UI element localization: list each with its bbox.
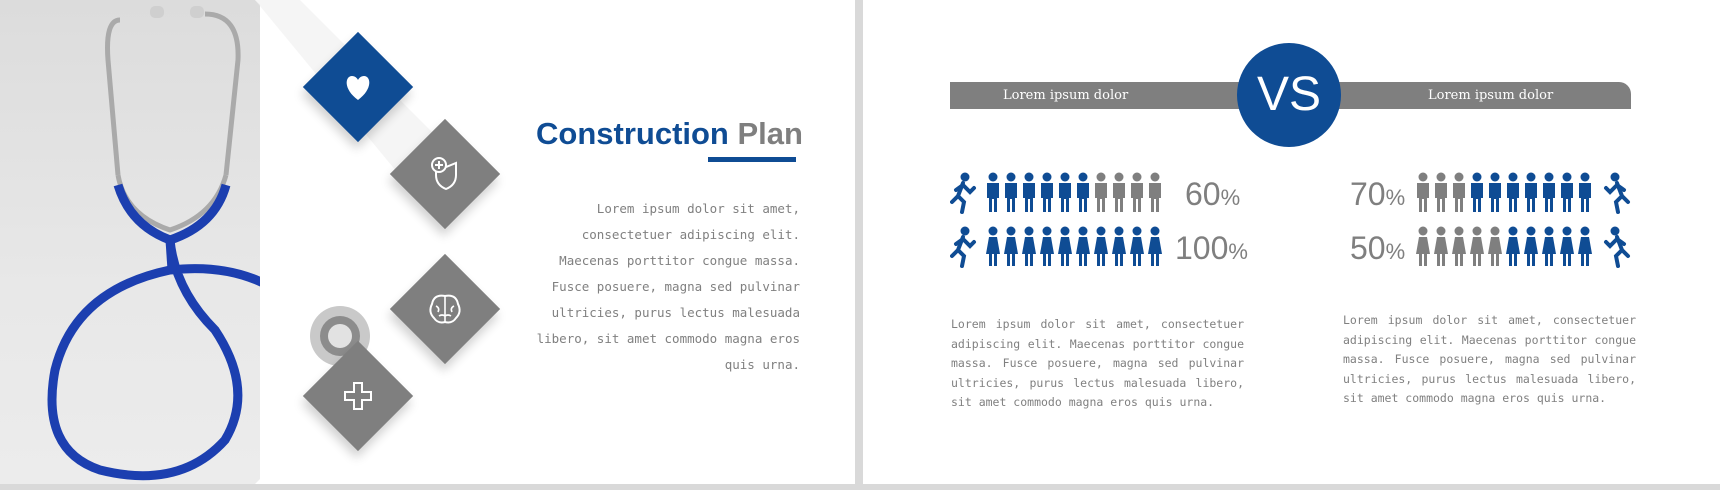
- person-icon: [1488, 227, 1502, 267]
- person-icon: [1579, 173, 1591, 213]
- title-underline: [708, 157, 796, 162]
- slide-construction-plan: [0, 0, 855, 484]
- person-icon: [1578, 227, 1592, 267]
- title-part-1: Construction: [536, 116, 729, 151]
- left-paragraph: Lorem ipsum dolor sit amet, consectetuer adipiscing elit. Maecenas porttitor congue massa. Fusce posuere, magna sed pulvinar ultricies, purus lectus malesuada libero, sit amet commodo magna eros quis urna.: [951, 317, 1244, 409]
- people-pictogram: [950, 172, 1190, 216]
- person-icon: [1040, 227, 1054, 267]
- people-row-right-1: [1416, 172, 1636, 216]
- percent-unit: %: [1385, 239, 1406, 264]
- runner-icon: [952, 227, 974, 267]
- person-icon: [1094, 227, 1108, 267]
- people-row-left-2: [950, 226, 1170, 270]
- title-part-2: Plan: [737, 116, 803, 151]
- person-icon: [1095, 173, 1107, 213]
- person-icon: [1470, 227, 1484, 267]
- person-icon: [1471, 173, 1483, 213]
- person-icon: [1452, 227, 1466, 267]
- person-icon: [1416, 227, 1430, 267]
- people-pictogram: [1416, 226, 1656, 270]
- person-icon: [1076, 227, 1090, 267]
- person-icon: [1507, 173, 1519, 213]
- percent-left-1: [1185, 176, 1240, 213]
- slide-comparison: [863, 0, 1720, 484]
- left-header: Lorem ipsum dolor: [1003, 88, 1129, 103]
- person-icon: [1434, 227, 1448, 267]
- percent-left-2: [1175, 230, 1248, 267]
- right-header: Lorem ipsum dolor: [1428, 88, 1554, 103]
- person-icon: [1149, 173, 1161, 213]
- person-icon: [1041, 173, 1053, 213]
- person-icon: [1112, 227, 1126, 267]
- percent-unit: %: [1220, 185, 1241, 210]
- body-text: [530, 196, 800, 378]
- people-row-left-1: [950, 172, 1170, 216]
- diagonal-panel: [0, 0, 520, 484]
- percent-right-1: [1350, 176, 1405, 213]
- person-icon: [1131, 173, 1143, 213]
- runner-icon: [952, 173, 974, 213]
- medical-shield-icon: [420, 149, 470, 199]
- runner-icon: [1606, 173, 1628, 213]
- person-icon: [1506, 227, 1520, 267]
- percent-unit: %: [1228, 239, 1248, 264]
- heart-icon: [333, 62, 383, 112]
- person-icon: [1543, 173, 1555, 213]
- body-line: consectetuer adipiscing elit.: [581, 227, 800, 242]
- percent-value: 50: [1350, 230, 1386, 266]
- person-icon: [1004, 227, 1018, 267]
- brain-icon: [420, 284, 470, 334]
- people-row-right-2: [1416, 226, 1636, 270]
- people-pictogram: [1416, 172, 1656, 216]
- person-icon: [986, 227, 1000, 267]
- percent-value: 70: [1350, 176, 1386, 212]
- people-pictogram: [950, 226, 1190, 270]
- body-line: libero, sit amet commodo magna eros: [536, 331, 800, 346]
- percent-value: 100: [1175, 230, 1229, 266]
- person-icon: [1022, 227, 1036, 267]
- body-line: Fusce posuere, magna sed pulvinar: [551, 279, 800, 294]
- body-line: Lorem ipsum dolor sit amet,: [596, 201, 800, 216]
- person-icon: [1560, 227, 1574, 267]
- right-paragraph: Lorem ipsum dolor sit amet, consectetuer adipiscing elit. Maecenas porttitor congue massa. Fusce posuere, magna sed pulvinar ultricies, purus lectus malesuada libero, sit amet commodo magna eros quis urna.: [1343, 313, 1636, 405]
- percent-value: 60: [1185, 176, 1221, 212]
- person-icon: [1113, 173, 1125, 213]
- person-icon: [1023, 173, 1035, 213]
- person-icon: [1417, 173, 1429, 213]
- body-line: ultricies, purus lectus malesuada: [551, 305, 800, 320]
- percent-right-2: [1350, 230, 1405, 267]
- person-icon: [1435, 173, 1447, 213]
- person-icon: [1489, 173, 1501, 213]
- person-icon: [1130, 227, 1144, 267]
- person-icon: [1561, 173, 1573, 213]
- person-icon: [987, 173, 999, 213]
- percent-unit: %: [1385, 185, 1406, 210]
- body-line: quis urna.: [724, 357, 800, 372]
- person-icon: [1058, 227, 1072, 267]
- person-icon: [1148, 227, 1162, 267]
- person-icon: [1453, 173, 1465, 213]
- person-icon: [1525, 173, 1537, 213]
- vs-badge: VS: [1237, 43, 1341, 147]
- person-icon: [1059, 173, 1071, 213]
- runner-icon: [1606, 227, 1628, 267]
- person-icon: [1077, 173, 1089, 213]
- person-icon: [1005, 173, 1017, 213]
- person-icon: [1524, 227, 1538, 267]
- page-title: [536, 116, 803, 152]
- cross-icon: [333, 371, 383, 421]
- body-line: Maecenas porttitor congue massa.: [559, 253, 800, 268]
- person-icon: [1542, 227, 1556, 267]
